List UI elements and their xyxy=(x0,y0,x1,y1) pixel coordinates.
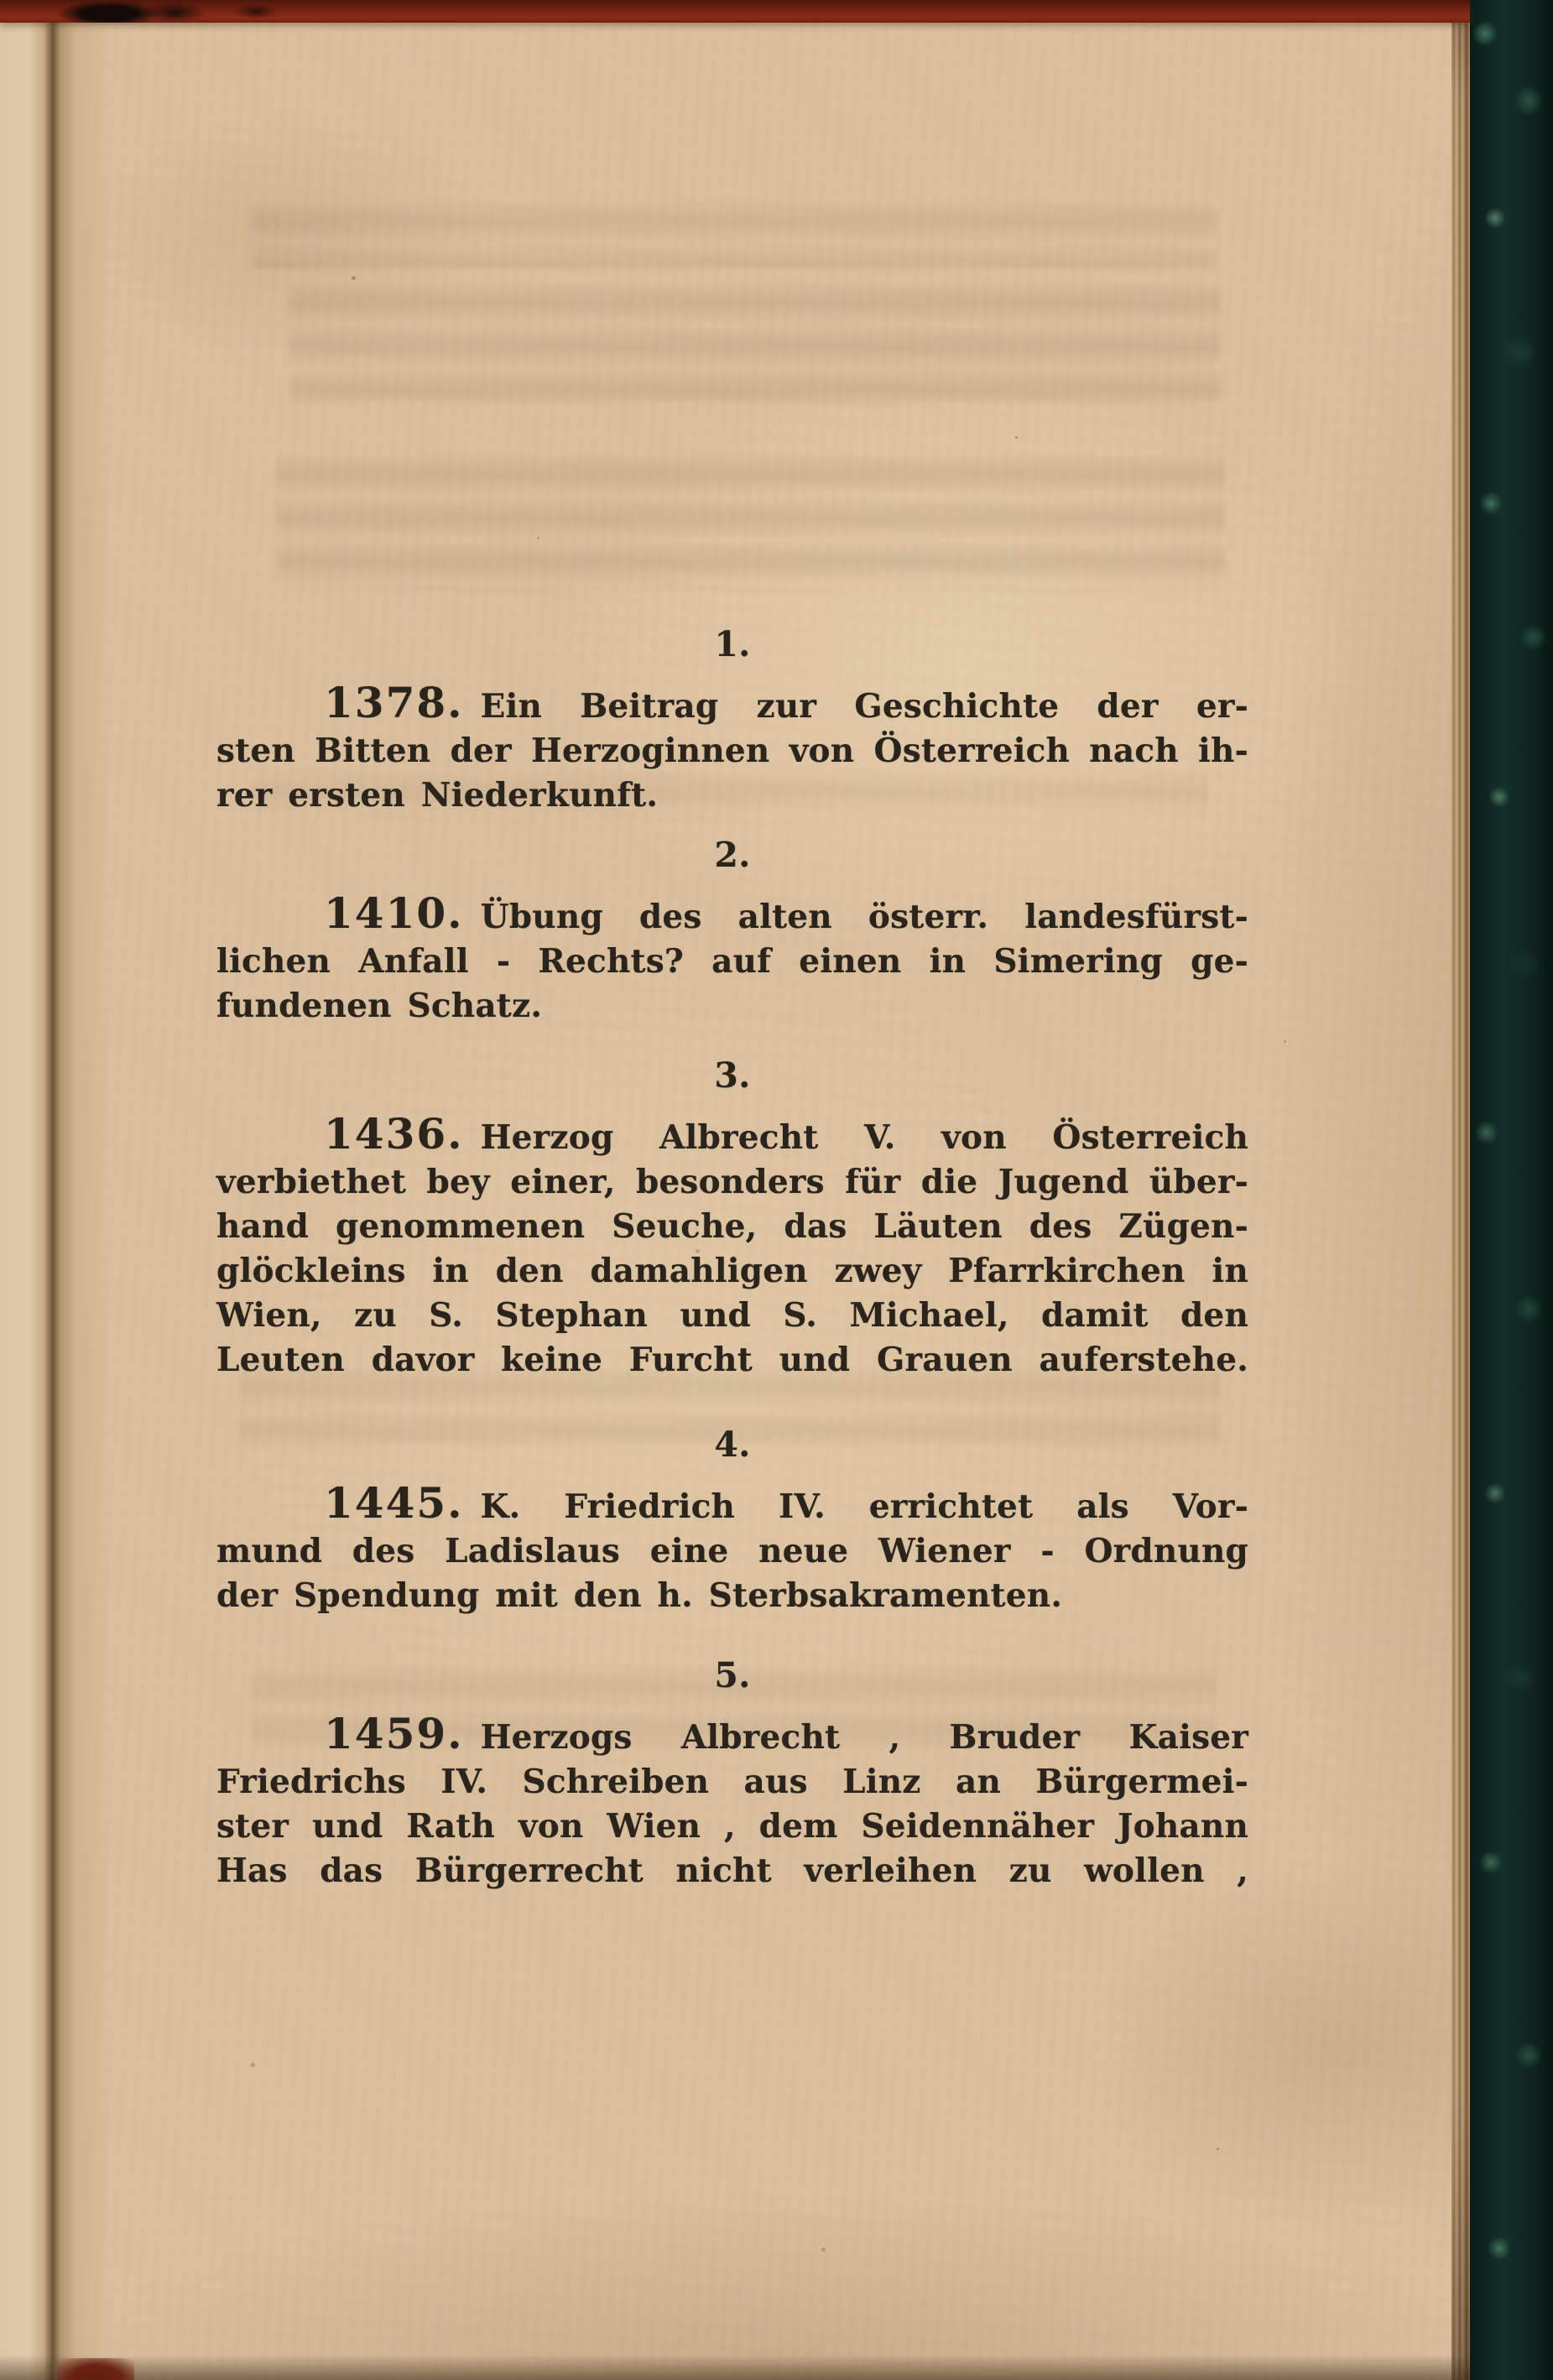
stacked-page-edges xyxy=(1451,0,1470,2380)
text-line: verbiethet bey einer, besonders für die Jugend über- xyxy=(216,1163,1248,1201)
entry-year: 1410. xyxy=(324,888,464,938)
text-line: rer ersten Niederkunft. xyxy=(216,776,659,815)
text-line: glöckleins in den damahligen zwey Pfarrkirchen in xyxy=(216,1252,1248,1290)
text-line: der Spendung mit den h. Sterbsakramenten. xyxy=(216,1576,1063,1615)
text-line: Friedrichs IV. Schreiben aus Linz an Bürgermei- xyxy=(216,1763,1248,1801)
text-line: hand genommenen Seuche, das Läuten des Zügen- xyxy=(216,1207,1248,1246)
marbled-book-cover xyxy=(1470,0,1553,2380)
bleedthrough-smudge xyxy=(277,453,1225,591)
line-text: Herzogs Albrecht , Bruder Kaiser xyxy=(480,1718,1248,1757)
text-line: Leuten davor keine Furcht und Grauen auferstehe. xyxy=(216,1341,1248,1379)
scan-top-band xyxy=(0,0,1470,23)
text-line: fundenen Schatz. xyxy=(216,987,543,1025)
text-line xyxy=(216,680,1248,729)
entry-year: 1436. xyxy=(324,1109,464,1159)
section-number: 1. xyxy=(714,624,751,664)
bleedthrough-smudge xyxy=(289,281,1221,403)
text-line: ster und Rath von Wien , dem Seidennäher Johann xyxy=(216,1807,1248,1846)
section-number: 4. xyxy=(714,1424,751,1465)
catalog-entry xyxy=(216,1109,1248,1383)
text-line xyxy=(216,1109,1248,1160)
entry-year: 1445. xyxy=(324,1478,464,1528)
text-line xyxy=(216,1711,1248,1760)
catalog-entry xyxy=(216,1478,1248,1618)
section-number: 2. xyxy=(714,835,751,875)
text-line: sten Bitten der Herzoginnen von Österreich nach ih- xyxy=(216,732,1248,770)
bottom-red-mark xyxy=(57,2358,134,2380)
catalog-entry xyxy=(216,1711,1248,1893)
line-text: Herzog Albrecht V. von Österreich xyxy=(480,1118,1248,1157)
printed-text-block xyxy=(216,622,1248,1893)
text-line: Wien, zu S. Stephan und S. Michael, damit den xyxy=(216,1296,1248,1335)
catalog-entry xyxy=(216,680,1248,818)
text-line: mund des Ladislaus eine neue Wiener - Ordnung xyxy=(216,1532,1248,1570)
text-line: lichen Anfall - Rechts? auf einen in Simering ge- xyxy=(216,942,1248,981)
bottom-shadow xyxy=(0,2355,1470,2380)
line-text: Übung des alten österr. landesfürst- xyxy=(480,898,1248,936)
page-gutter-edge xyxy=(0,0,111,2380)
text-line xyxy=(216,1478,1248,1529)
line-text: Ein Beitrag zur Geschichte der er- xyxy=(480,687,1248,726)
catalog-entry xyxy=(216,888,1248,1029)
entry-year: 1459. xyxy=(324,1709,464,1758)
text-line xyxy=(216,888,1248,940)
section-number: 3. xyxy=(714,1055,751,1096)
text-line: Has das Bürgerrecht nicht verleihen zu wollen , xyxy=(216,1851,1248,1890)
section-number: 5. xyxy=(714,1655,751,1695)
bleedthrough-smudge xyxy=(252,200,1217,268)
line-text: K. Friedrich IV. errichtet als Vor- xyxy=(480,1487,1248,1526)
entry-year: 1378. xyxy=(324,678,464,727)
